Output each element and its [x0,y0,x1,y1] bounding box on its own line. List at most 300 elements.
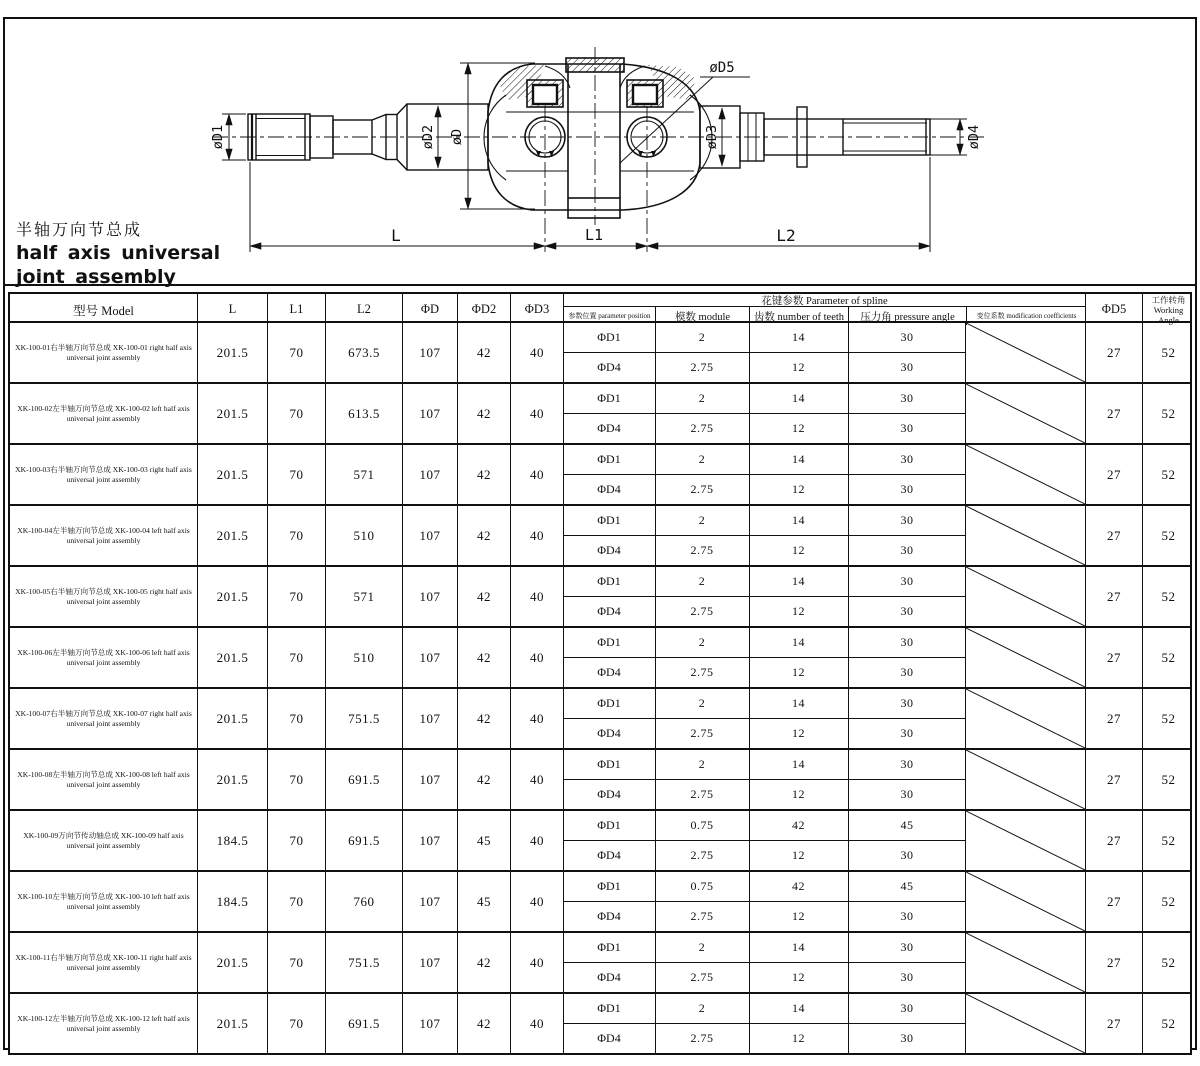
table-row [10,565,1190,626]
table-row [10,382,1190,443]
header-d3: ΦD3 [510,294,563,325]
spline-pos: ΦD4 [597,421,621,435]
spline-subrow-d1 [564,994,966,1024]
spline-cell [563,933,965,992]
spline-subrow-d4 [564,719,966,748]
spline-pressure: 30 [848,963,966,992]
d5-cell: 27 [1085,689,1142,748]
dimensions [222,63,967,252]
spline-teeth: 12 [749,902,848,931]
l-cell: 201.5 [197,567,267,626]
table-row [10,626,1190,687]
spline-pressure: 30 [848,567,966,596]
header-spline-title: 花键参数 Parameter of spline [564,294,1085,307]
spline-pos: ΦD1 [597,757,621,771]
l2-cell: 751.5 [325,689,402,748]
table-row [10,687,1190,748]
spline-cell [563,994,965,1053]
spline-module: 2.75 [655,780,749,809]
l-cell: 201.5 [197,506,267,565]
spline-pressure: 30 [848,689,966,718]
l2-cell: 691.5 [325,811,402,870]
angle-cell: 52 [1142,933,1194,992]
spline-pos: ΦD4 [597,482,621,496]
spline-cell [563,811,965,870]
spline-pos: ΦD4 [597,848,621,862]
spline-module: 2 [655,384,749,413]
spline-cell [563,384,965,443]
spline-pressure: 30 [848,902,966,931]
spline-pos: ΦD1 [597,452,621,466]
dim-label-d1: øD1 [210,124,226,150]
spline-pressure: 30 [848,323,966,352]
spline-pressure: 30 [848,750,966,779]
l1-cell: 70 [267,872,325,931]
table-row [10,992,1190,1053]
diagonal-slash [966,384,1085,443]
table-row [10,321,1190,382]
modification-cell-crossed [965,933,1085,992]
spline-pressure: 30 [848,475,966,504]
d5-cell: 27 [1085,994,1142,1053]
modification-cell-crossed [965,323,1085,382]
diagonal-slash [966,445,1085,504]
l-cell: 201.5 [197,628,267,687]
diagonal-slash [966,323,1085,382]
spline-cell [563,872,965,931]
spline-teeth: 14 [749,323,848,352]
spline-module: 2.75 [655,414,749,443]
header-working-angle-en: Working Angle [1153,305,1184,325]
spline-teeth: 14 [749,628,848,657]
spline-pos: ΦD4 [597,1031,621,1045]
spline-subrow-d4 [564,963,966,992]
spline-teeth: 12 [749,353,848,382]
spline-module: 2.75 [655,1024,749,1053]
model-cell: XK-100-05右半轴万向节总成 XK-100-05 right half axis universal joint assembly [15,586,192,606]
spline-subrow-d4 [564,475,966,504]
l-cell: 201.5 [197,933,267,992]
model-cell: XK-100-12左半轴万向节总成 XK-100-12 left half axis universal joint assembly [17,1013,190,1033]
angle-cell: 52 [1142,323,1194,382]
title-english-line1: half axis universal [16,242,221,264]
diagonal-slash [966,567,1085,626]
l2-cell: 673.5 [325,323,402,382]
l1-cell: 70 [267,323,325,382]
spline-pos: ΦD1 [597,330,621,344]
d2-cell: 42 [457,750,510,809]
d3-cell: 40 [510,323,563,382]
spline-subrow-d1 [564,872,966,902]
spline-teeth: 12 [749,841,848,870]
model-cell: XK-100-10左半轴万向节总成 XK-100-10 left half axis universal joint assembly [17,891,190,911]
spline-module: 0.75 [655,811,749,840]
dim-label-d4: øD4 [966,124,982,150]
spline-cell [563,567,965,626]
l-cell: 201.5 [197,445,267,504]
l2-cell: 571 [325,567,402,626]
spline-subrow-d4 [564,597,966,626]
l-cell: 184.5 [197,811,267,870]
l-cell: 201.5 [197,384,267,443]
spline-pressure: 30 [848,841,966,870]
spline-cell [563,445,965,504]
spline-cell [563,628,965,687]
d2-cell: 42 [457,628,510,687]
spline-module: 0.75 [655,872,749,901]
angle-cell: 52 [1142,567,1194,626]
model-cell: XK-100-07右半轴万向节总成 XK-100-07 right half axis universal joint assembly [15,708,192,728]
d3-cell: 40 [510,933,563,992]
spline-pos: ΦD4 [597,726,621,740]
angle-cell: 52 [1142,506,1194,565]
spline-subrow-d4 [564,414,966,443]
diagonal-slash [966,628,1085,687]
spline-pos: ΦD4 [597,970,621,984]
d5-cell: 27 [1085,384,1142,443]
spline-subrow-d4 [564,658,966,687]
modification-cell-crossed [965,628,1085,687]
spline-subrow-d4 [564,353,966,382]
header-pressure: 压力角 pressure angle [848,307,966,325]
l1-cell: 70 [267,750,325,809]
l1-cell: 70 [267,689,325,748]
model-cell: XK-100-01右半轴万向节总成 XK-100-01 right half axis universal joint assembly [15,342,192,362]
d2-cell: 42 [457,384,510,443]
header-d2: ΦD2 [457,294,510,325]
dim-label-d: øD [449,128,465,146]
spline-teeth: 14 [749,567,848,596]
d5-cell: 27 [1085,872,1142,931]
l-cell: 201.5 [197,750,267,809]
d5-cell: 27 [1085,628,1142,687]
spline-pressure: 30 [848,353,966,382]
spline-teeth: 14 [749,506,848,535]
modification-cell-crossed [965,750,1085,809]
spline-subrow-d1 [564,750,966,780]
table-body [10,321,1190,1053]
spline-teeth: 12 [749,597,848,626]
l1-cell: 70 [267,506,325,565]
spline-teeth: 14 [749,445,848,474]
d2-cell: 45 [457,872,510,931]
angle-cell: 52 [1142,445,1194,504]
d2-cell: 42 [457,689,510,748]
spline-teeth: 12 [749,719,848,748]
spline-module: 2 [655,445,749,474]
spline-pos: ΦD4 [597,909,621,923]
spline-pressure: 30 [848,628,966,657]
spline-teeth: 12 [749,1024,848,1053]
title-english-line2: joint assembly [16,266,176,288]
d3-cell: 40 [510,811,563,870]
spline-pos: ΦD1 [597,1001,621,1015]
spec-table [8,292,1192,1055]
header-spline-group [563,294,1085,325]
diagonal-slash [966,872,1085,931]
spline-module: 2 [655,689,749,718]
spline-pos: ΦD1 [597,879,621,893]
spline-pos: ΦD4 [597,787,621,801]
header-d5: ΦD5 [1085,294,1142,325]
spline-module: 2.75 [655,597,749,626]
diagonal-slash [966,750,1085,809]
d-cell: 107 [402,933,457,992]
header-param-position: 参数位置 parameter position [568,312,651,320]
table-row [10,931,1190,992]
spline-pressure: 30 [848,536,966,565]
modification-cell-crossed [965,567,1085,626]
l1-cell: 70 [267,567,325,626]
spline-pressure: 45 [848,811,966,840]
d3-cell: 40 [510,445,563,504]
table-header [10,294,1190,325]
diagonal-slash [966,933,1085,992]
l2-cell: 691.5 [325,994,402,1053]
l2-cell: 613.5 [325,384,402,443]
spline-module: 2.75 [655,353,749,382]
spline-subrow-d1 [564,506,966,536]
spline-pos: ΦD1 [597,940,621,954]
d2-cell: 42 [457,994,510,1053]
d3-cell: 40 [510,567,563,626]
modification-cell-crossed [965,445,1085,504]
spline-pressure: 30 [848,933,966,962]
d3-cell: 40 [510,872,563,931]
modification-cell-crossed [965,994,1085,1053]
d-cell: 107 [402,628,457,687]
l-cell: 201.5 [197,994,267,1053]
d-cell: 107 [402,323,457,382]
header-working-angle [1142,294,1194,325]
spline-teeth: 12 [749,536,848,565]
header-l: L [197,294,267,325]
model-cell: XK-100-04左半轴万向节总成 XK-100-04 left half axis universal joint assembly [17,525,190,545]
d5-cell: 27 [1085,445,1142,504]
d2-cell: 42 [457,506,510,565]
spline-module: 2.75 [655,902,749,931]
spline-pos: ΦD1 [597,635,621,649]
angle-cell: 52 [1142,384,1194,443]
angle-cell: 52 [1142,994,1194,1053]
l1-cell: 70 [267,628,325,687]
spline-teeth: 12 [749,780,848,809]
spline-pos: ΦD1 [597,513,621,527]
d5-cell: 27 [1085,506,1142,565]
table-row [10,748,1190,809]
table-row [10,870,1190,931]
l1-cell: 70 [267,445,325,504]
d5-cell: 27 [1085,933,1142,992]
joint-body [484,58,712,218]
d2-cell: 42 [457,323,510,382]
d-cell: 107 [402,445,457,504]
spline-teeth: 12 [749,963,848,992]
spline-teeth: 14 [749,933,848,962]
spline-pressure: 30 [848,414,966,443]
spline-pressure: 30 [848,780,966,809]
dim-label-d3: øD3 [704,124,720,150]
l2-cell: 691.5 [325,750,402,809]
header-d: ΦD [402,294,457,325]
model-cell: XK-100-03右半轴万向节总成 XK-100-03 right half axis universal joint assembly [15,464,192,484]
spline-subrow-d4 [564,780,966,809]
model-cell: XK-100-09万向节传动轴总成 XK-100-09 half axis universal joint assembly [23,830,184,850]
spline-module: 2.75 [655,841,749,870]
d-cell: 107 [402,811,457,870]
d-cell: 107 [402,872,457,931]
spline-subrow-d4 [564,536,966,565]
l1-cell: 70 [267,994,325,1053]
modification-cell-crossed [965,384,1085,443]
spline-module: 2.75 [655,475,749,504]
spline-module: 2 [655,628,749,657]
spline-subrow-d1 [564,384,966,414]
dim-label-d2: øD2 [420,124,436,150]
l-cell: 201.5 [197,689,267,748]
d2-cell: 42 [457,933,510,992]
l1-cell: 70 [267,811,325,870]
spline-subrow-d4 [564,902,966,931]
spline-subrow-d1 [564,933,966,963]
spline-module: 2.75 [655,658,749,687]
header-working-angle-cn: 工作转角 [1151,295,1186,305]
d2-cell: 42 [457,445,510,504]
spline-module: 2 [655,933,749,962]
center-lines [212,47,986,252]
modification-cell-crossed [965,689,1085,748]
spline-teeth: 14 [749,994,848,1023]
title-block [16,220,220,289]
spline-cell [563,323,965,382]
header-model: 型号 Model [73,303,134,318]
spline-pressure: 30 [848,719,966,748]
modification-cell-crossed [965,811,1085,870]
d3-cell: 40 [510,506,563,565]
spline-teeth: 42 [749,811,848,840]
d-cell: 107 [402,567,457,626]
spline-pressure: 30 [848,597,966,626]
spline-teeth: 14 [749,750,848,779]
spline-subrow-d4 [564,1024,966,1053]
d5-cell: 27 [1085,750,1142,809]
table-row [10,809,1190,870]
d5-cell: 27 [1085,567,1142,626]
spline-teeth: 12 [749,414,848,443]
spline-module: 2 [655,994,749,1023]
spline-pos: ΦD4 [597,543,621,557]
diagonal-slash [966,811,1085,870]
spline-teeth: 42 [749,872,848,901]
header-l1: L1 [267,294,325,325]
spline-pos: ΦD1 [597,391,621,405]
d2-cell: 42 [457,567,510,626]
diagonal-slash [966,689,1085,748]
spline-module: 2.75 [655,963,749,992]
title-chinese: 半轴万向节总成 [16,222,143,239]
spline-subrow-d1 [564,811,966,841]
spline-subrow-d1 [564,445,966,475]
spline-pressure: 30 [848,384,966,413]
spline-pos: ΦD1 [597,574,621,588]
angle-cell: 52 [1142,628,1194,687]
table-row [10,504,1190,565]
model-cell: XK-100-02左半轴万向节总成 XK-100-02 left half axis universal joint assembly [17,403,190,423]
angle-cell: 52 [1142,689,1194,748]
l2-cell: 751.5 [325,933,402,992]
l2-cell: 760 [325,872,402,931]
d3-cell: 40 [510,689,563,748]
spline-subrow-d1 [564,567,966,597]
spline-module: 2.75 [655,719,749,748]
diagonal-slash [966,506,1085,565]
d3-cell: 40 [510,628,563,687]
header-module: 模数 module [655,307,749,325]
spline-subrow-d4 [564,841,966,870]
spline-module: 2 [655,567,749,596]
modification-cell-crossed [965,872,1085,931]
l1-cell: 70 [267,384,325,443]
spline-module: 2 [655,506,749,535]
spline-module: 2.75 [655,536,749,565]
spline-pos: ΦD1 [597,696,621,710]
model-cell: XK-100-06左半轴万向节总成 XK-100-06 left half axis universal joint assembly [17,647,190,667]
header-teeth: 齿数 number of teeth [749,307,848,325]
spline-subrow-d1 [564,689,966,719]
l2-cell: 510 [325,506,402,565]
spline-pos: ΦD4 [597,665,621,679]
spline-teeth: 14 [749,689,848,718]
spline-teeth: 14 [749,384,848,413]
model-cell: XK-100-08左半轴万向节总成 XK-100-08 left half axis universal joint assembly [17,769,190,789]
d5-cell: 27 [1085,811,1142,870]
l1-cell: 70 [267,933,325,992]
spline-cell [563,506,965,565]
d3-cell: 40 [510,750,563,809]
spline-module: 2 [655,750,749,779]
dim-label-l2: L2 [776,226,796,245]
dim-label-d5: øD5 [709,60,735,76]
angle-cell: 52 [1142,750,1194,809]
spline-subrow-d1 [564,323,966,353]
d-cell: 107 [402,994,457,1053]
diagonal-slash [966,994,1085,1053]
spline-pressure: 45 [848,872,966,901]
spline-pos: ΦD4 [597,360,621,374]
spline-pressure: 30 [848,1024,966,1053]
modification-cell-crossed [965,506,1085,565]
spline-pressure: 30 [848,445,966,474]
spline-teeth: 12 [749,658,848,687]
l-cell: 201.5 [197,323,267,382]
model-cell: XK-100-11右半轴万向节总成 XK-100-11 right half axis universal joint assembly [15,952,192,972]
angle-cell: 52 [1142,811,1194,870]
d-cell: 107 [402,506,457,565]
header-l2: L2 [325,294,402,325]
spline-module: 2 [655,323,749,352]
spline-subrow-d1 [564,628,966,658]
d-cell: 107 [402,384,457,443]
table-row [10,443,1190,504]
d3-cell: 40 [510,384,563,443]
d5-cell: 27 [1085,323,1142,382]
header-modification: 变位系数 modification coefficients [966,307,1086,325]
d-cell: 107 [402,689,457,748]
spline-cell [563,689,965,748]
d2-cell: 45 [457,811,510,870]
l-cell: 184.5 [197,872,267,931]
dim-label-l1: L1 [584,226,604,244]
